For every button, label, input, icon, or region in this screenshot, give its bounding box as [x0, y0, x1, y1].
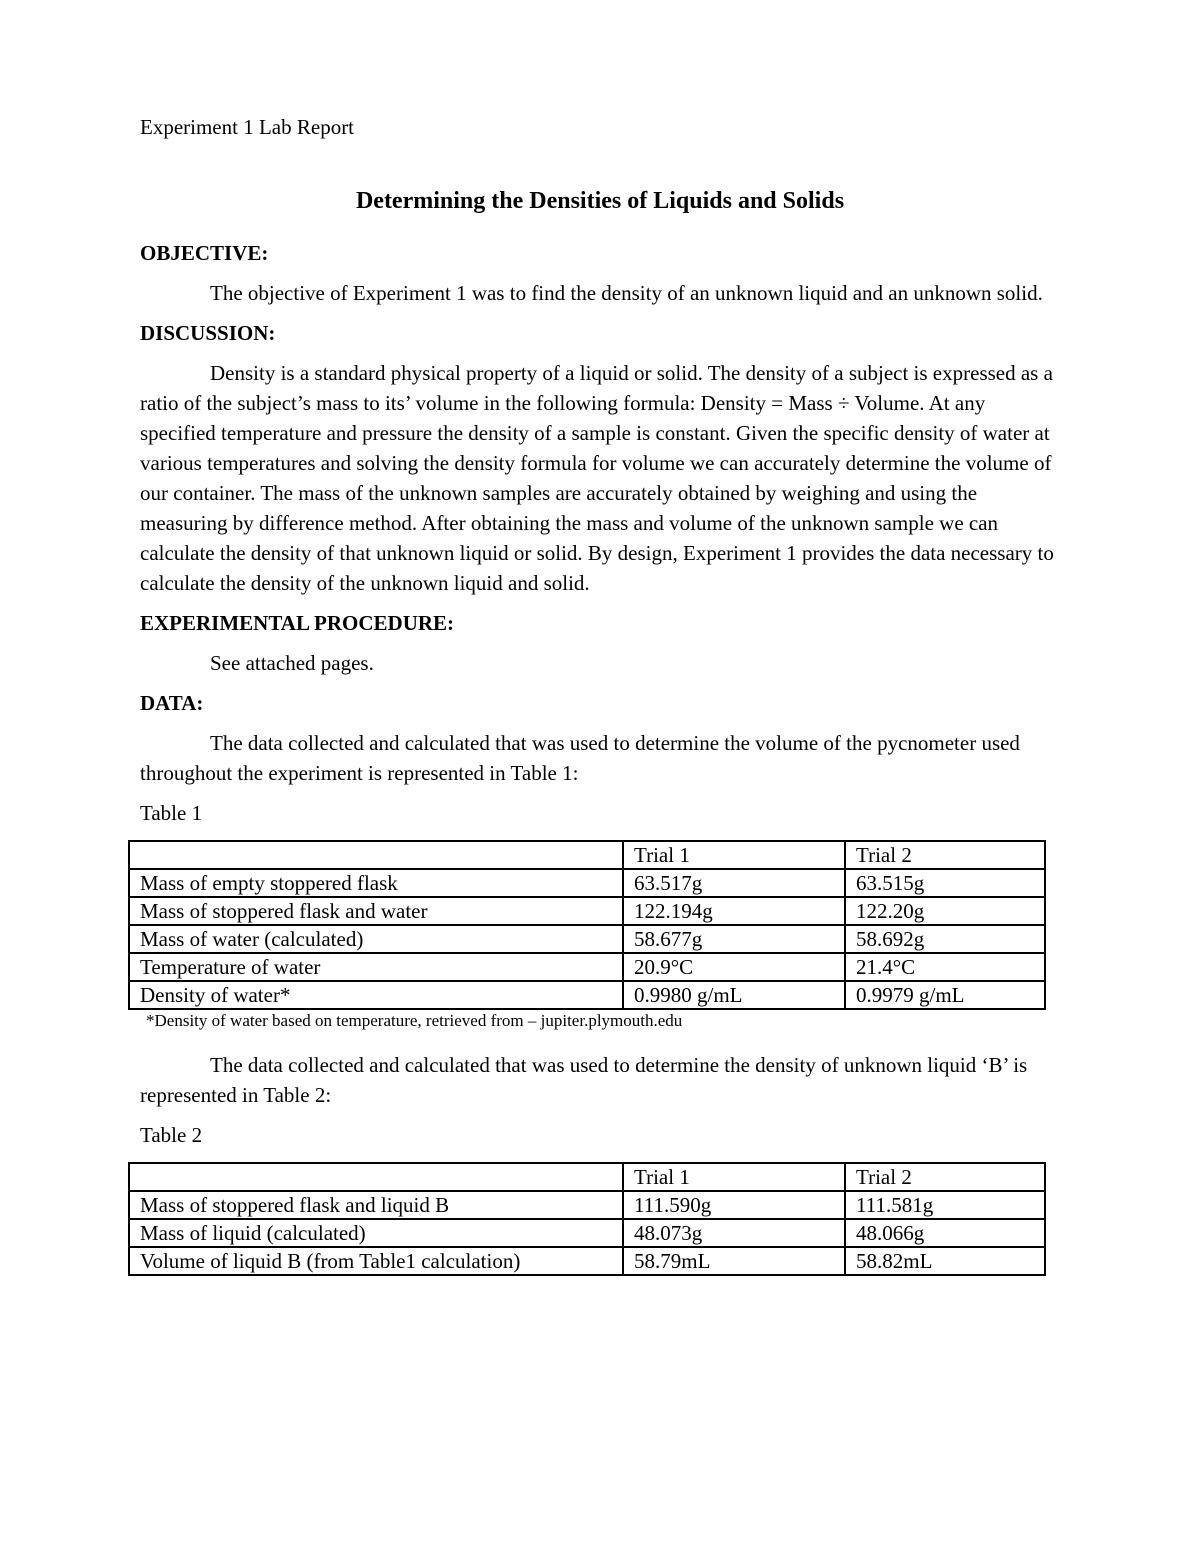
table-header-cell: Trial 1	[623, 841, 845, 869]
table-header-cell	[129, 1163, 623, 1191]
table-cell: 58.677g	[623, 925, 845, 953]
table-cell: 111.590g	[623, 1191, 845, 1219]
table-row	[129, 869, 1045, 897]
report-header: Experiment 1 Lab Report	[140, 115, 355, 139]
table1-label: Table 1	[140, 801, 203, 825]
document-page	[140, 112, 1060, 1276]
procedure-heading: EXPERIMENTAL PROCEDURE:	[140, 611, 455, 635]
table-row	[129, 1247, 1045, 1275]
table1	[128, 840, 1046, 1010]
objective-text: The objective of Experiment 1 was to find the density of an unknown liquid and an unknown solid.	[210, 281, 1043, 305]
table-header-cell: Trial 2	[845, 841, 1045, 869]
discussion-text: Density is a standard physical property of a liquid or solid. The density of a subject is expressed as a ratio of the subject’s mass to its’ volume in the following formula: Density = Mass ÷ Volume. At any specified temperature and pressure the density of a sample is constant. Given the specific density of water at various temperatures and solving the density formula for volume we can accurately determine the volume of our container. The mass of the unknown samples are accurately obtained by weighing and using the measuring by difference method. After obtaining the mass and volume of the unknown sample we can calculate the density of that unknown liquid or solid. By design, Experiment 1 provides the data necessary to calculate the density of the unknown liquid and solid.	[140, 361, 1054, 595]
table-header-cell: Trial 1	[623, 1163, 845, 1191]
table-cell: 0.9980 g/mL	[623, 981, 845, 1009]
table-cell: 111.581g	[845, 1191, 1045, 1219]
table-cell: 122.20g	[845, 897, 1045, 925]
procedure-text: See attached pages.	[210, 651, 374, 675]
table-header-cell	[129, 841, 623, 869]
table2-label: Table 2	[140, 1123, 203, 1147]
data-heading: DATA:	[140, 691, 204, 715]
table1-footnote: *Density of water based on temperature, retrieved from – jupiter.plymouth.edu	[146, 1011, 683, 1030]
table-row	[129, 925, 1045, 953]
table-cell: Density of water*	[129, 981, 623, 1009]
table-row	[129, 897, 1045, 925]
table-cell: 58.692g	[845, 925, 1045, 953]
table-cell: 63.517g	[623, 869, 845, 897]
table-cell: 63.515g	[845, 869, 1045, 897]
table-cell: 20.9°C	[623, 953, 845, 981]
table-cell: Mass of water (calculated)	[129, 925, 623, 953]
discussion-heading: DISCUSSION:	[140, 321, 276, 345]
table-cell: Mass of liquid (calculated)	[129, 1219, 623, 1247]
table-row	[129, 981, 1045, 1009]
data-intro-table2: The data collected and calculated that was used to determine the density of unknown liquid ‘B’ is represented in Table 2:	[140, 1053, 1028, 1107]
table-cell: 58.82mL	[845, 1247, 1045, 1275]
report-title: Determining the Densities of Liquids and Solids	[355, 188, 845, 214]
table-row	[129, 953, 1045, 981]
table-cell: 58.79mL	[623, 1247, 845, 1275]
table-row	[129, 1219, 1045, 1247]
table-header-cell: Trial 2	[845, 1163, 1045, 1191]
table-cell: Mass of stoppered flask and liquid B	[129, 1191, 623, 1219]
table-cell: Volume of liquid B (from Table1 calculation)	[129, 1247, 623, 1275]
table-cell: Temperature of water	[129, 953, 623, 981]
data-intro-table1: The data collected and calculated that was used to determine the volume of the pycnometer used throughout the experiment is represented in Table 1:	[140, 731, 1020, 785]
table-cell: Mass of empty stoppered flask	[129, 869, 623, 897]
table-cell: 48.073g	[623, 1219, 845, 1247]
table-cell: 0.9979 g/mL	[845, 981, 1045, 1009]
table-header-row	[129, 1163, 1045, 1191]
table-cell: 21.4°C	[845, 953, 1045, 981]
table2	[128, 1162, 1046, 1276]
table-cell: 122.194g	[623, 897, 845, 925]
objective-heading: OBJECTIVE:	[140, 241, 269, 265]
table-cell: Mass of stoppered flask and water	[129, 897, 623, 925]
table-header-row	[129, 841, 1045, 869]
table-row	[129, 1191, 1045, 1219]
table-cell: 48.066g	[845, 1219, 1045, 1247]
